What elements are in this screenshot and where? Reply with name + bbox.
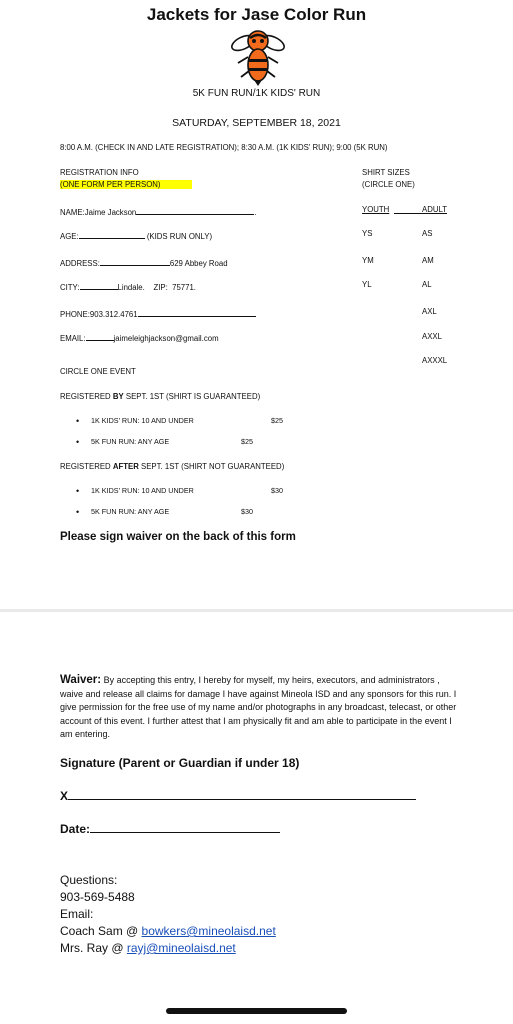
phone-field[interactable]: PHONE:903.312.4761 bbox=[60, 307, 256, 319]
sign-waiver-note: Please sign waiver on the back of this form bbox=[60, 531, 296, 543]
adult-header: ADULT bbox=[422, 205, 447, 214]
event-schedule: 8:00 A.M. (CHECK IN AND LATE REGISTRATION); 8:30 A.M. (1K KIDS' RUN); 9:00 (5K RUN) bbox=[60, 143, 388, 152]
name-field[interactable]: NAME:Jaime Jackson . bbox=[60, 205, 256, 217]
event-option-5k-by[interactable]: • 5K FUN RUN: ANY AGE bbox=[91, 437, 169, 446]
size-header-divider bbox=[394, 213, 422, 214]
event-date: SATURDAY, SEPTEMBER 18, 2021 bbox=[172, 117, 341, 129]
size-adult-al[interactable]: AL bbox=[422, 280, 432, 289]
mrs-ray-email-link[interactable]: rayj@mineolaisd.net bbox=[126, 941, 236, 955]
waiver-label: Waiver: bbox=[60, 674, 102, 686]
price-1k-by: $25 bbox=[271, 416, 283, 425]
coach-sam-email-link[interactable]: bowkers@mineolaisd.net bbox=[141, 924, 276, 938]
youth-header: YOUTH bbox=[362, 205, 390, 214]
price-5k-after: $30 bbox=[241, 507, 253, 516]
size-youth-yl[interactable]: YL bbox=[362, 280, 372, 289]
shirt-sizes-heading: SHIRT SIZES bbox=[362, 168, 410, 177]
size-youth-ys[interactable]: YS bbox=[362, 229, 373, 238]
size-adult-axl[interactable]: AXL bbox=[422, 307, 437, 316]
event-option-1k-by[interactable]: • 1K KIDS' RUN: 10 AND UNDER bbox=[91, 416, 194, 425]
signature-line[interactable]: X bbox=[60, 789, 416, 803]
questions-label: Questions: bbox=[60, 873, 118, 887]
waiver-text bbox=[60, 674, 460, 742]
city-zip-field[interactable]: CITY: Lindale. ZIP: 75771. bbox=[60, 280, 196, 292]
circle-one-event-heading: CIRCLE ONE EVENT bbox=[60, 367, 136, 376]
size-adult-as[interactable]: AS bbox=[422, 229, 433, 238]
registered-by-heading: REGISTERED BY SEPT. 1ST (SHIRT IS GUARANTEED) bbox=[60, 392, 261, 401]
date-line[interactable]: Date: bbox=[60, 822, 280, 836]
size-adult-am[interactable]: AM bbox=[422, 256, 434, 265]
size-adult-axxl[interactable]: AXXL bbox=[422, 332, 442, 341]
event-subtitle: 5K FUN RUN/1K KIDS' RUN bbox=[192, 88, 321, 99]
page-divider bbox=[0, 609, 513, 612]
contact-email-label: Email: bbox=[60, 907, 94, 921]
registration-info-heading: REGISTRATION INFO bbox=[60, 168, 139, 177]
contact-mrs-ray: Mrs. Ray @ rayj@mineolaisd.net bbox=[60, 941, 236, 955]
contact-info bbox=[60, 872, 276, 957]
age-field[interactable]: AGE: (KIDS RUN ONLY) bbox=[60, 229, 212, 241]
page-title: Jackets for Jase Color Run bbox=[146, 5, 367, 24]
circle-one-note: (CIRCLE ONE) bbox=[362, 180, 415, 189]
waiver-body: By accepting this entry, I hereby for myself, my heirs, executors, and administrators , waive and release all claims for damage I have against Mineola ISD and any sponsors for this run. I give permission for the free use of my name and/or photographs in any broadcast, telecast, or other account of this event. I further attest that I am physically fit and am able to participate in the event I am entering. bbox=[60, 675, 457, 739]
address-field[interactable]: ADDRESS: 629 Abbey Road bbox=[60, 256, 228, 268]
price-5k-by: $25 bbox=[241, 437, 253, 446]
home-indicator[interactable] bbox=[166, 1008, 347, 1014]
one-form-note: (ONE FORM PER PERSON) bbox=[60, 180, 192, 189]
size-adult-axxxl[interactable]: AXXXL bbox=[422, 356, 448, 365]
contact-phone: 903-569-5488 bbox=[60, 890, 135, 904]
contact-coach-sam: Coach Sam @ bowkers@mineolaisd.net bbox=[60, 924, 276, 938]
price-1k-after: $30 bbox=[271, 486, 283, 495]
signature-label: Signature (Parent or Guardian if under 18) bbox=[60, 756, 300, 770]
email-field[interactable]: EMAIL: jaimeleighjackson@gmail.com bbox=[60, 331, 219, 343]
size-youth-ym[interactable]: YM bbox=[362, 256, 374, 265]
event-option-5k-after[interactable]: • 5K FUN RUN: ANY AGE bbox=[91, 507, 169, 516]
registered-after-heading: REGISTERED AFTER SEPT. 1ST (SHIRT NOT GUARANTEED) bbox=[60, 462, 285, 471]
event-option-1k-after[interactable]: • 1K KIDS' RUN: 10 AND UNDER bbox=[91, 486, 194, 495]
yellow-jacket-mascot-icon bbox=[229, 27, 287, 87]
